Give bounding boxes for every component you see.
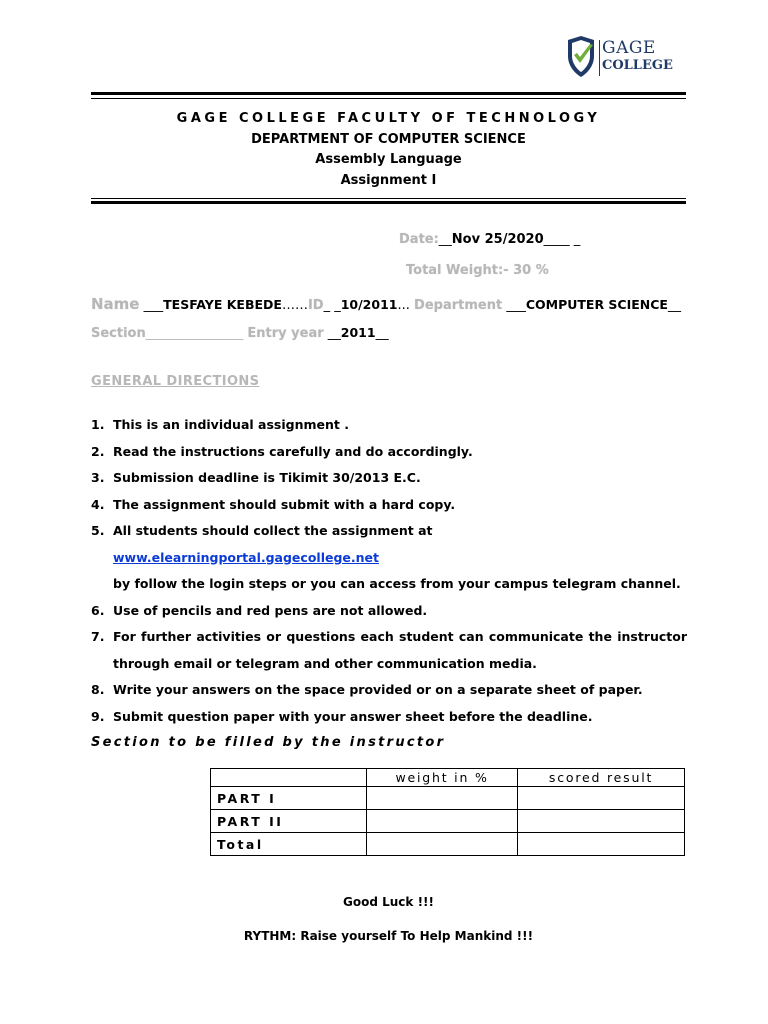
directions-list <box>91 412 687 730</box>
college-title: GAGE COLLEGE FACULTY OF TECHNOLOGY <box>176 111 601 126</box>
score-table <box>210 768 685 856</box>
score-cell[interactable] <box>518 787 685 810</box>
department-value: COMPUTER SCIENCE <box>525 297 668 312</box>
mid-rule-thin <box>91 198 686 199</box>
general-directions-title: GENERAL DIRECTIONS <box>91 374 260 389</box>
college-logo <box>566 36 680 80</box>
rythm-text: RYTHM: Raise yourself To Help Mankind !!! <box>243 929 534 943</box>
table-header-row <box>211 769 685 787</box>
table-row <box>211 810 685 833</box>
top-rule-thin <box>91 98 686 99</box>
name-label: Name <box>91 295 140 313</box>
list-item: 4. The assignment should submit with a hard copy. <box>91 496 456 512</box>
department-label: Department <box>414 298 503 313</box>
logo-word-college: COLLEGE <box>602 58 673 73</box>
weight-cell[interactable] <box>367 833 518 856</box>
table-row <box>211 787 685 810</box>
row-label: PART I <box>211 787 367 810</box>
name-value: TESFAYE KEBEDE <box>163 297 282 312</box>
course-title: Assembly Language <box>315 152 462 167</box>
assignment-title: Assignment I <box>340 173 437 188</box>
list-item: 1. This is an individual assignment . <box>91 417 349 432</box>
score-cell[interactable] <box>518 810 685 833</box>
date-label: Date: <box>399 232 439 247</box>
total-weight-label: Total Weight:- 30 % <box>406 263 549 278</box>
elearning-portal-link[interactable]: www.elearningportal.gagecollege.net <box>113 549 379 565</box>
weight-line <box>406 263 549 278</box>
weight-cell[interactable] <box>367 787 518 810</box>
weight-cell[interactable] <box>367 810 518 833</box>
list-item: 9. Submit question paper with your answer sheet before the deadline. <box>91 708 593 724</box>
date-line: Date:__Nov 25/2020____ _ <box>399 232 581 247</box>
list-item: 5. All students should collect the assignment at www.elearningportal.gagecollege.net by follow the login steps or you can access from your campus telegram channel. <box>91 523 681 591</box>
table-row <box>211 833 685 856</box>
instructor-section-title: Section to be filled by the instructor <box>91 735 446 750</box>
list-item: 8. Write your answers on the space provided or on a separate sheet of paper. <box>91 682 643 697</box>
score-cell[interactable] <box>518 833 685 856</box>
entry-year-value: 2011 <box>340 325 376 340</box>
row-label: Total <box>211 833 367 856</box>
section-label: Section <box>91 326 146 341</box>
row-label: PART II <box>211 810 367 833</box>
shield-icon <box>566 36 596 78</box>
mid-rule-thick <box>91 201 686 204</box>
entry-year-label: Entry year <box>247 326 324 341</box>
list-item: 2. Read the instructions carefully and do accordingly. <box>91 443 473 459</box>
list-item: 6. Use of pencils and red pens are not allowed. <box>91 602 428 618</box>
id-value: 10/2011 <box>340 297 398 312</box>
date-value: Nov 25/2020 <box>451 232 544 247</box>
weight-header: weight in % <box>367 769 518 787</box>
section-line: Section_______________ Entry year __2011__ <box>91 325 389 341</box>
top-rule-thick <box>91 92 686 95</box>
department-title: DEPARTMENT OF COMPUTER SCIENCE <box>251 132 526 147</box>
score-header: scored result <box>518 769 685 787</box>
id-label: ID <box>307 298 324 313</box>
good-luck-text: Good Luck !!! <box>343 895 434 909</box>
list-item: 7. For further activities or questions each student can communicate the instructor through email or telegram and other communication media. <box>91 629 687 671</box>
logo-word-gage: GAGE <box>602 38 656 58</box>
list-item: 3. Submission deadline is Tikimit 30/2013 E.C. <box>91 470 421 485</box>
name-line: Name ___TESFAYE KEBEDE……ID_ _10/2011... Department ___COMPUTER SCIENCE__ <box>91 295 681 313</box>
